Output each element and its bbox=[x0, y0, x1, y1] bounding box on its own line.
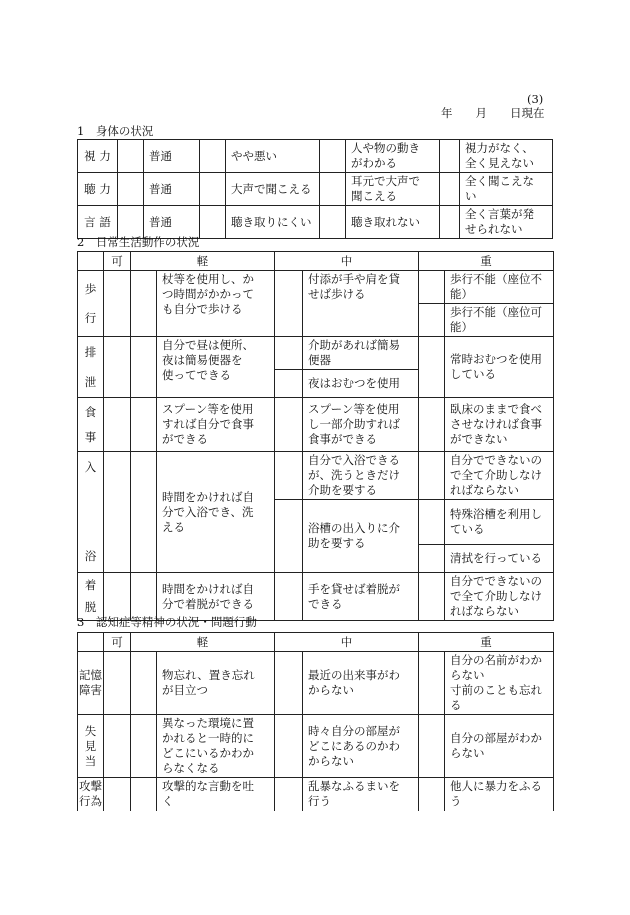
checkbox-cell[interactable] bbox=[131, 652, 157, 715]
checkbox-cell[interactable] bbox=[275, 398, 303, 452]
date-line: 年 月 日現在 bbox=[441, 106, 545, 120]
disorientation-label: 失 見 当 bbox=[78, 715, 104, 778]
checkbox-cell[interactable] bbox=[275, 652, 303, 715]
checkbox-cell[interactable] bbox=[118, 173, 144, 206]
adl-table bbox=[77, 251, 554, 621]
checkbox-cell[interactable] bbox=[200, 140, 226, 173]
option-severe: 全く言葉が発 せられない bbox=[460, 206, 553, 239]
row-label: 視 力 bbox=[78, 140, 118, 173]
header-middle: 中 bbox=[275, 252, 419, 271]
checkbox-cell[interactable] bbox=[104, 452, 131, 573]
header-light: 軽 bbox=[131, 633, 275, 652]
header-possible: 可 bbox=[104, 252, 131, 271]
checkbox-cell[interactable] bbox=[104, 652, 131, 715]
option-moderate: 人や物の動き がわかる bbox=[346, 140, 440, 173]
disorientation-light: 異なった環境に置 かれると一時的に どこにいるかわか らなくなる bbox=[157, 715, 275, 778]
hearing-row bbox=[78, 173, 553, 206]
eating-heavy: 臥床のままで食べ させなければ食事 ができない bbox=[445, 398, 554, 452]
checkbox-cell[interactable] bbox=[419, 545, 445, 573]
bathing-label: 入 浴 bbox=[78, 452, 104, 573]
section1-title: 1 身体の状況 bbox=[77, 124, 154, 138]
vision-row bbox=[78, 140, 553, 173]
excretion-light: 自分で昼は便所、 夜は簡易便器を 使ってできる bbox=[157, 337, 275, 398]
memory-light: 物忘れ、置き忘れ が目立つ bbox=[157, 652, 275, 715]
checkbox-cell[interactable] bbox=[440, 140, 460, 173]
walking-heavy-1: 歩行不能（座位不 能） bbox=[445, 271, 554, 304]
bathing-middle-2: 浴槽の出入りに介 助を要する bbox=[303, 500, 419, 573]
header-light: 軽 bbox=[131, 252, 275, 271]
bathing-heavy-2: 特殊浴槽を利用し ている bbox=[445, 500, 554, 545]
option-moderate: 聴き取れない bbox=[346, 206, 440, 239]
checkbox-cell[interactable] bbox=[419, 304, 445, 337]
walking-light: 杖等を使用し、か つ時間がかかって も自分で歩ける bbox=[157, 271, 275, 337]
option-normal: 普通 bbox=[144, 173, 200, 206]
checkbox-cell[interactable] bbox=[275, 337, 303, 370]
option-moderate: 耳元で大声で 聞こえる bbox=[346, 173, 440, 206]
bathing-heavy-1: 自分でできないの で全て介助しなけ ればならない bbox=[445, 452, 554, 500]
option-slightly: 大声で聞こえる bbox=[226, 173, 320, 206]
dressing-heavy: 自分でできないの で全て介助しなけ ればならない bbox=[445, 573, 554, 621]
checkbox-cell[interactable] bbox=[104, 337, 131, 398]
header-possible: 可 bbox=[104, 633, 131, 652]
header-heavy: 重 bbox=[419, 633, 554, 652]
walking-row bbox=[78, 271, 554, 304]
disorientation-row bbox=[78, 715, 554, 778]
row-label: 言 語 bbox=[78, 206, 118, 239]
checkbox-cell[interactable] bbox=[419, 398, 445, 452]
excretion-heavy: 常時おむつを使用 している bbox=[445, 337, 554, 398]
checkbox-cell[interactable] bbox=[419, 500, 445, 545]
option-normal: 普通 bbox=[144, 140, 200, 173]
dementia-header-row bbox=[78, 633, 554, 652]
checkbox-cell[interactable] bbox=[131, 778, 157, 811]
checkbox-cell[interactable] bbox=[440, 206, 460, 239]
dementia-table bbox=[77, 632, 554, 811]
checkbox-cell[interactable] bbox=[131, 337, 157, 398]
option-severe: 全く聞こえな い bbox=[460, 173, 553, 206]
option-slightly: 聴き取りにくい bbox=[226, 206, 320, 239]
memory-row bbox=[78, 652, 554, 715]
body-status-table bbox=[77, 139, 553, 239]
checkbox-cell[interactable] bbox=[320, 140, 346, 173]
memory-middle: 最近の出来事がわ からない bbox=[303, 652, 419, 715]
eating-row bbox=[78, 398, 554, 452]
eating-light: スプーン等を使用 すれば自分で食事 ができる bbox=[157, 398, 275, 452]
disorientation-middle: 時々自分の部屋が どこにあるのかわ からない bbox=[303, 715, 419, 778]
aggression-light: 攻撃的な言動を吐 く bbox=[157, 778, 275, 811]
excretion-row bbox=[78, 337, 554, 370]
checkbox-cell[interactable] bbox=[419, 715, 445, 778]
checkbox-cell[interactable] bbox=[104, 398, 131, 452]
checkbox-cell[interactable] bbox=[131, 398, 157, 452]
checkbox-cell[interactable] bbox=[440, 173, 460, 206]
dressing-middle: 手を貸せば着脱が できる bbox=[303, 573, 419, 621]
header-heavy: 重 bbox=[419, 252, 554, 271]
checkbox-cell[interactable] bbox=[131, 715, 157, 778]
adl-header-row bbox=[78, 252, 554, 271]
section2-title: 2 日常生活動作の状況 bbox=[77, 235, 200, 249]
checkbox-cell[interactable] bbox=[200, 173, 226, 206]
checkbox-cell[interactable] bbox=[419, 452, 445, 500]
section3-title: 3 認知症等精神の状況・問題行動 bbox=[77, 615, 257, 629]
checkbox-cell[interactable] bbox=[275, 573, 303, 621]
checkbox-cell[interactable] bbox=[118, 140, 144, 173]
checkbox-cell[interactable] bbox=[275, 778, 303, 811]
aggression-label: 攻撃 行為 bbox=[78, 778, 104, 811]
memory-label: 記憶 障害 bbox=[78, 652, 104, 715]
checkbox-cell[interactable] bbox=[104, 271, 131, 337]
checkbox-cell[interactable] bbox=[419, 778, 445, 811]
checkbox-cell[interactable] bbox=[419, 573, 445, 621]
bathing-heavy-3: 清拭を行っている bbox=[445, 545, 554, 573]
option-slightly: やや悪い bbox=[226, 140, 320, 173]
walking-heavy-2: 歩行不能（座位可 能） bbox=[445, 304, 554, 337]
checkbox-cell[interactable] bbox=[275, 370, 303, 398]
checkbox-cell[interactable] bbox=[275, 500, 303, 573]
aggression-row bbox=[78, 778, 554, 811]
bathing-middle-1: 自分で入浴できる が、洗うときだけ 介助を要する bbox=[303, 452, 419, 500]
page-number: (3) bbox=[527, 92, 544, 106]
aggression-middle: 乱暴なふるまいを 行う bbox=[303, 778, 419, 811]
dressing-label: 着 脱 bbox=[78, 573, 104, 621]
checkbox-cell[interactable] bbox=[419, 337, 445, 398]
walking-middle: 付添が手や肩を貸 せば歩ける bbox=[303, 271, 419, 337]
row-label: 聴 力 bbox=[78, 173, 118, 206]
checkbox-cell[interactable] bbox=[200, 206, 226, 239]
memory-heavy: 自分の名前がわか らない 寸前のことも忘れ る bbox=[445, 652, 554, 715]
checkbox-cell[interactable] bbox=[275, 271, 303, 337]
option-severe: 視力がなく、 全く見えない bbox=[460, 140, 553, 173]
checkbox-cell[interactable] bbox=[320, 173, 346, 206]
bathing-light: 時間をかければ自 分で入浴でき、洗 える bbox=[157, 452, 275, 573]
disorientation-heavy: 自分の部屋がわか らない bbox=[445, 715, 554, 778]
header-blank bbox=[78, 633, 104, 652]
checkbox-cell[interactable] bbox=[104, 778, 131, 811]
checkbox-cell[interactable] bbox=[104, 715, 131, 778]
checkbox-cell[interactable] bbox=[419, 271, 445, 304]
checkbox-cell[interactable] bbox=[131, 271, 157, 337]
aggression-heavy: 他人に暴力をふる う bbox=[445, 778, 554, 811]
dressing-light: 時間をかければ自 分で着脱ができる bbox=[157, 573, 275, 621]
checkbox-cell[interactable] bbox=[419, 652, 445, 715]
eating-label: 食 事 bbox=[78, 398, 104, 452]
excretion-middle-1: 介助があれば簡易 便器 bbox=[303, 337, 419, 370]
excretion-middle-2: 夜はおむつを使用 bbox=[303, 370, 419, 398]
header-blank bbox=[78, 252, 104, 271]
option-normal: 普通 bbox=[144, 206, 200, 239]
walking-label: 歩 行 bbox=[78, 271, 104, 337]
checkbox-cell[interactable] bbox=[275, 452, 303, 500]
header-middle: 中 bbox=[275, 633, 419, 652]
checkbox-cell[interactable] bbox=[131, 452, 157, 573]
excretion-label: 排 泄 bbox=[78, 337, 104, 398]
bathing-row bbox=[78, 452, 554, 500]
eating-middle: スプーン等を使用 し一部介助すれば 食事ができる bbox=[303, 398, 419, 452]
checkbox-cell[interactable] bbox=[320, 206, 346, 239]
checkbox-cell[interactable] bbox=[275, 715, 303, 778]
